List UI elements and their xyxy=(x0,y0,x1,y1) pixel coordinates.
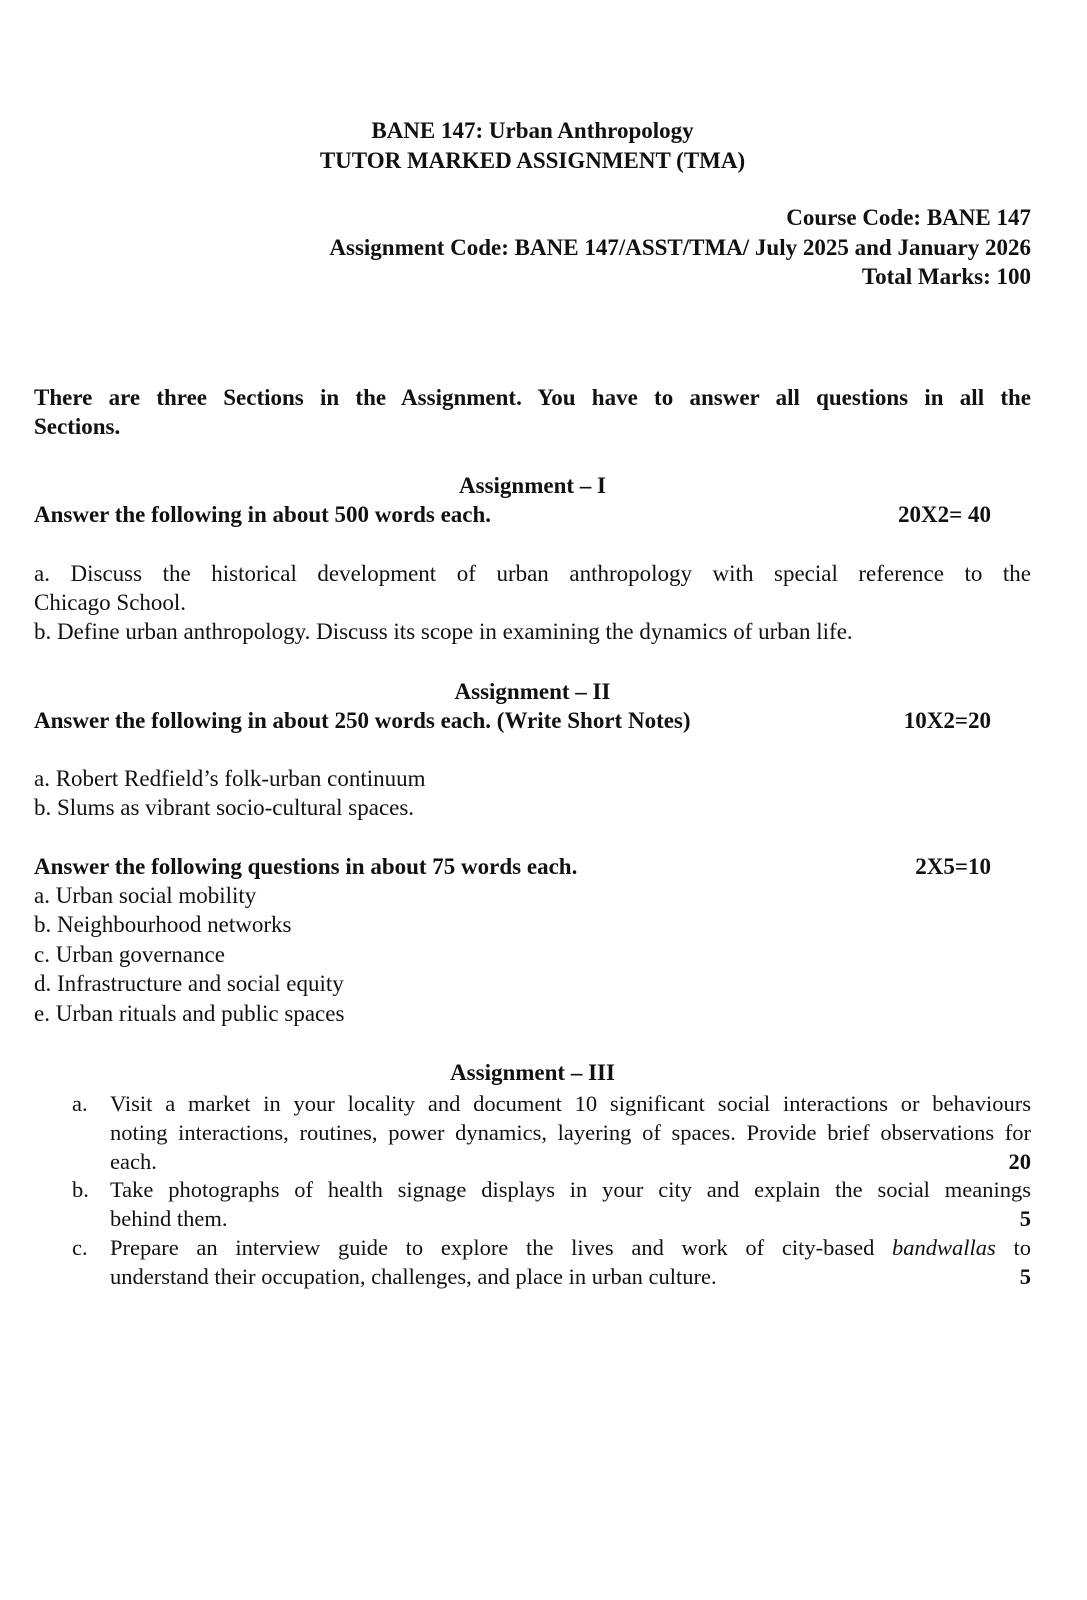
question-marks: 20 xyxy=(1008,1149,1031,1174)
intro-line-2: Sections. xyxy=(34,414,121,439)
assignment-2-question-a: a. Robert Redfield’s folk-urban continuum xyxy=(34,766,426,791)
question-text xyxy=(110,1233,1031,1262)
question-text: Visit a market in your locality and document 10 significant social interactions or behaviours xyxy=(110,1091,1031,1116)
assignment-2-marks: 10X2=20 xyxy=(903,708,991,733)
question-letter: c. xyxy=(72,1235,88,1260)
assignment-1-instruction: Answer the following in about 500 words each. xyxy=(34,502,492,527)
question-text: a. Discuss the historical development of urban anthropology with special reference to the xyxy=(34,561,1031,586)
question-marks: 5 xyxy=(1019,1206,1031,1231)
question-text: Take photographs of health signage displays in your city and explain the social meanings xyxy=(110,1177,1031,1202)
question-marks: 5 xyxy=(1019,1264,1031,1289)
document-subtitle: TUTOR MARKED ASSIGNMENT (TMA) xyxy=(319,148,746,173)
short-question-e: e. Urban rituals and public spaces xyxy=(34,1001,345,1026)
short-questions-instruction: Answer the following questions in about 75 words each. xyxy=(34,854,578,879)
italic-term: bandwallas xyxy=(892,1235,996,1260)
question-text-cont: noting interactions, routines, power dynamics, layering of spaces. Provide brief observations for xyxy=(110,1120,1031,1145)
intro-paragraph xyxy=(34,383,1031,441)
assignment-3-question-b xyxy=(72,1175,1031,1233)
assignment-2-instruction: Answer the following in about 250 words each. (Write Short Notes) xyxy=(34,708,691,733)
course-code: Course Code: BANE 147 xyxy=(786,205,1031,230)
short-question-a: a. Urban social mobility xyxy=(34,883,257,908)
assignment-1-question-b: b. Define urban anthropology. Discuss its scope in examining the dynamics of urban life. xyxy=(34,619,853,644)
short-questions-marks: 2X5=10 xyxy=(915,854,991,879)
assignment-code: Assignment Code: BANE 147/ASST/TMA/ July 2025 and January 2026 xyxy=(329,235,1031,260)
assignment-1-marks: 20X2= 40 xyxy=(898,502,991,527)
assignment-3-heading: Assignment – III xyxy=(450,1060,615,1085)
short-question-b: b. Neighbourhood networks xyxy=(34,912,292,937)
assignment-2-heading: Assignment – II xyxy=(454,679,611,704)
assignment-3-question-c xyxy=(72,1233,1031,1291)
question-text-after-term: to xyxy=(1013,1235,1031,1260)
assignment-1-question-a xyxy=(34,559,1031,617)
assignment-2-question-b: b. Slums as vibrant socio-cultural spaces. xyxy=(34,795,415,820)
question-text-start: Prepare an interview guide to explore the lives and work of city-based xyxy=(110,1235,875,1260)
document-title: BANE 147: Urban Anthropology xyxy=(371,118,694,143)
question-letter: a. xyxy=(72,1091,88,1116)
short-question-c: c. Urban governance xyxy=(34,942,225,967)
total-marks: Total Marks: 100 xyxy=(861,264,1031,289)
assignment-3-question-a xyxy=(72,1089,1031,1176)
question-text-end: behind them. xyxy=(110,1206,228,1231)
question-text-cont: Chicago School. xyxy=(34,590,187,615)
question-letter: b. xyxy=(72,1177,89,1202)
short-question-d: d. Infrastructure and social equity xyxy=(34,971,344,996)
question-text-end: understand their occupation, challenges, and place in urban culture. xyxy=(110,1264,717,1289)
intro-line-1: There are three Sections in the Assignment. You have to answer all questions in all the xyxy=(34,385,1031,410)
assignment-1-heading: Assignment – I xyxy=(459,473,606,498)
question-text-end: each. xyxy=(110,1149,157,1174)
